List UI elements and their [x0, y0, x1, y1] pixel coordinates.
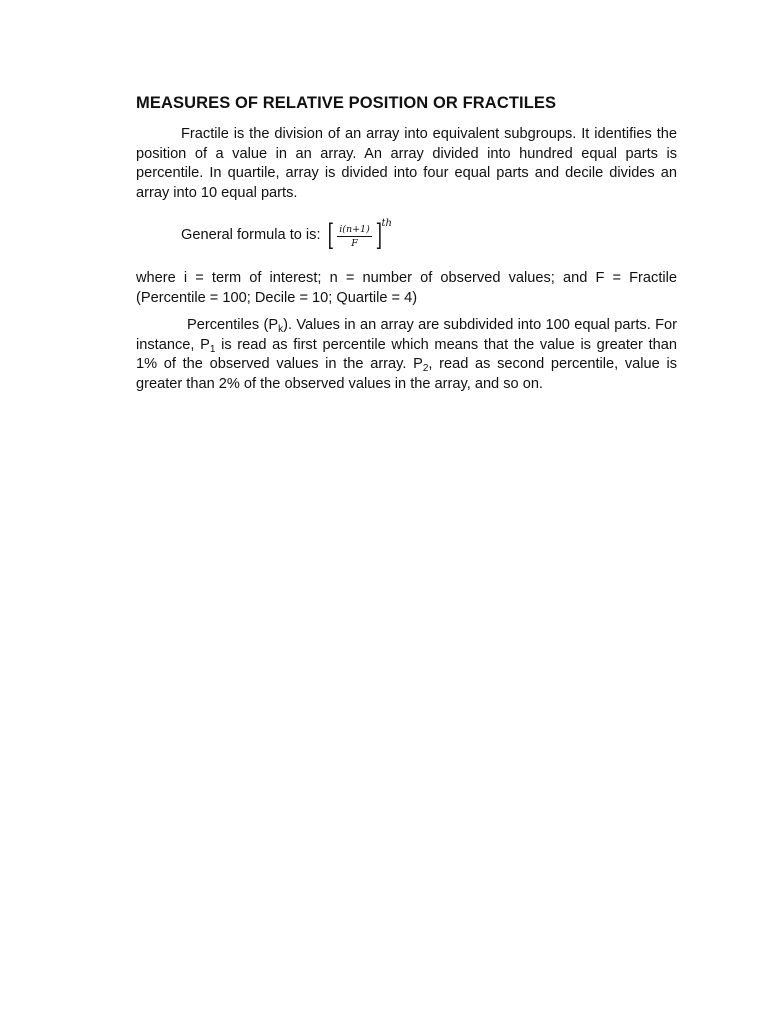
formula-line — [181, 218, 677, 254]
document-page — [136, 92, 677, 394]
percentiles-text-4: , read as second percentile, value is greater than 2% of the observed values in the array, and so on. — [136, 356, 677, 392]
formula-label: General formula to is: — [181, 227, 321, 244]
fractile-formula — [325, 218, 392, 254]
page-title: MEASURES OF RELATIVE POSITION OR FRACTILES — [136, 94, 557, 112]
paragraph-fractile-definition: Fractile is the division of an array into equivalent subgroups. It identifies the position of a value in an array. An array divided into hundred equal parts is percentile. In quartile, array is divided into four equal parts and decile divides an array into 10 equal parts. — [136, 126, 677, 201]
formula-fraction — [337, 224, 372, 249]
formula-numerator: i(n+1) — [339, 223, 370, 235]
formula-right-bracket: ] — [375, 218, 382, 253]
paragraph-formula-legend: where i = term of interest; n = number of observed values; and F = Fractile (Percentile = 100; Decile = 10; Quartile = 4) — [136, 270, 677, 306]
percentiles-text-2: ). Values in an array are subdivided into 100 equal parts. For instance, P — [136, 317, 677, 353]
subscript-2: 2 — [422, 363, 429, 374]
formula-left-bracket: [ — [327, 218, 334, 253]
formula-superscript: th — [381, 218, 392, 230]
subscript-1: 1 — [209, 343, 216, 355]
paragraph-percentiles — [136, 316, 677, 394]
percentiles-text-1: Percentiles (P — [187, 317, 279, 333]
percentiles-text-3: is read as first percentile which means that the value is greater than 1% of the observed values in the array. P — [136, 336, 677, 372]
formula-denominator: F — [351, 237, 358, 249]
subscript-k: k — [278, 324, 284, 335]
